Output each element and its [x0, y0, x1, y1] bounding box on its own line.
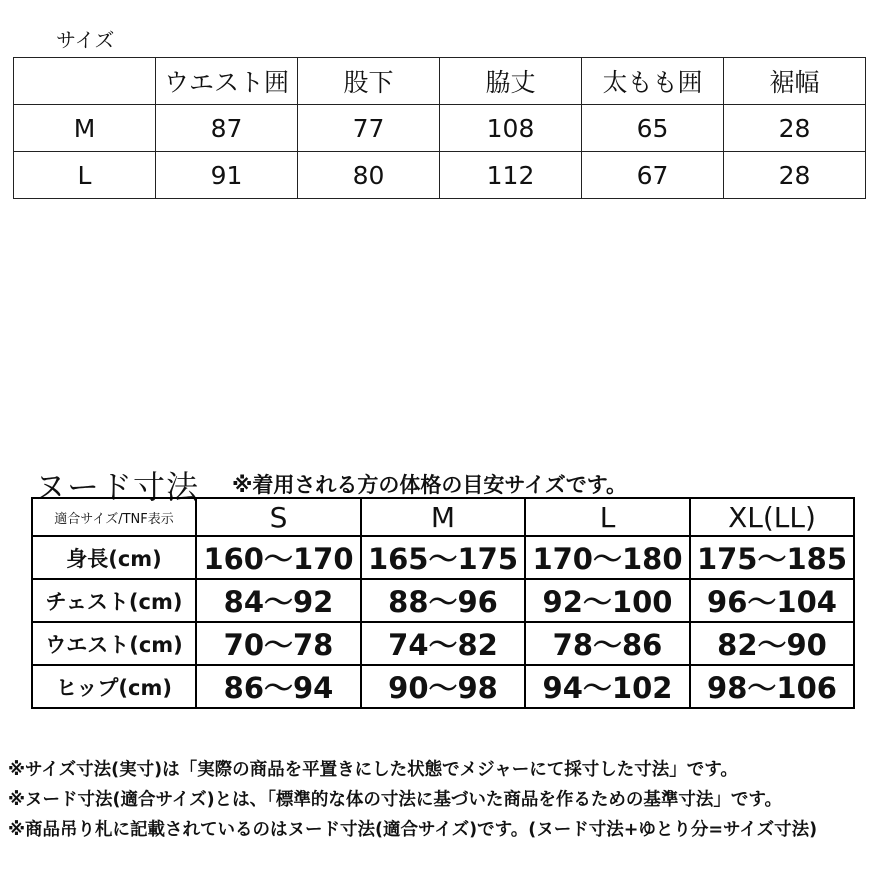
footnote: ※ヌード寸法(適合サイズ)とは、「標準的な体の寸法に基づいた商品を作るための基準寸法」です。: [8, 790, 782, 810]
nude-cell: 82〜90: [690, 622, 854, 665]
size-header-cell: ウエスト囲: [156, 58, 298, 105]
table-row: [14, 152, 866, 199]
footnote: ※商品吊り札に記載されているのはヌード寸法(適合サイズ)です。(ヌード寸法+ゆとり分=サイズ寸法): [8, 820, 818, 840]
size-header-cell: 股下: [298, 58, 440, 105]
nude-cell: 98〜106: [690, 665, 854, 708]
size-table-header-row: [14, 58, 866, 105]
size-row-label: M: [14, 105, 156, 152]
size-cell: 77: [298, 105, 440, 152]
footnote: ※サイズ寸法(実寸)は「実際の商品を平置きにした状態でメジャーにて採寸した寸法」です。: [8, 760, 738, 780]
nude-header-cell: S: [196, 498, 361, 536]
size-cell: 112: [440, 152, 582, 199]
size-cell: 28: [724, 105, 866, 152]
size-table: [13, 57, 866, 199]
nude-cell: 74〜82: [361, 622, 525, 665]
footnotes: [8, 755, 817, 845]
nude-row-label: ヒップ(cm): [32, 665, 196, 708]
size-cell: 65: [582, 105, 724, 152]
nude-row-label: 身長(cm): [32, 536, 196, 579]
size-cell: 80: [298, 152, 440, 199]
size-header-cell: 太もも囲: [582, 58, 724, 105]
nude-cell: 78〜86: [525, 622, 690, 665]
table-row: [32, 622, 854, 665]
nude-cell: 86〜94: [196, 665, 361, 708]
size-cell: 67: [582, 152, 724, 199]
size-cell: 28: [724, 152, 866, 199]
nude-table-header-row: [32, 498, 854, 536]
nude-cell: 90〜98: [361, 665, 525, 708]
nude-row-label: ウエスト(cm): [32, 622, 196, 665]
size-header-cell: 脇丈: [440, 58, 582, 105]
nude-row-label: チェスト(cm): [32, 579, 196, 622]
nude-cell: 170〜180: [525, 536, 690, 579]
nude-header-cell: L: [525, 498, 690, 536]
size-cell: 108: [440, 105, 582, 152]
table-row: [32, 536, 854, 579]
nude-size-title: ヌード寸法: [34, 468, 200, 506]
nude-cell: 92〜100: [525, 579, 690, 622]
nude-cell: 88〜96: [361, 579, 525, 622]
nude-corner-label: 適合サイズ/TNF表示: [32, 498, 196, 536]
size-cell: 87: [156, 105, 298, 152]
nude-cell: 94〜102: [525, 665, 690, 708]
size-header-cell: 裾幅: [724, 58, 866, 105]
nude-size-table: [31, 497, 855, 709]
nude-cell: 175〜185: [690, 536, 854, 579]
nude-cell: 160〜170: [196, 536, 361, 579]
table-row: [32, 665, 854, 708]
size-row-label: L: [14, 152, 156, 199]
nude-header-cell: XL(LL): [690, 498, 854, 536]
table-row: [14, 105, 866, 152]
table-row: [32, 579, 854, 622]
nude-cell: 70〜78: [196, 622, 361, 665]
size-cell: 91: [156, 152, 298, 199]
nude-size-note: ※着用される方の体格の目安サイズです。: [232, 473, 628, 497]
size-header-cell: [14, 58, 156, 105]
nude-cell: 165〜175: [361, 536, 525, 579]
nude-header-cell: M: [361, 498, 525, 536]
size-caption: サイズ: [56, 28, 115, 52]
nude-cell: 84〜92: [196, 579, 361, 622]
nude-cell: 96〜104: [690, 579, 854, 622]
